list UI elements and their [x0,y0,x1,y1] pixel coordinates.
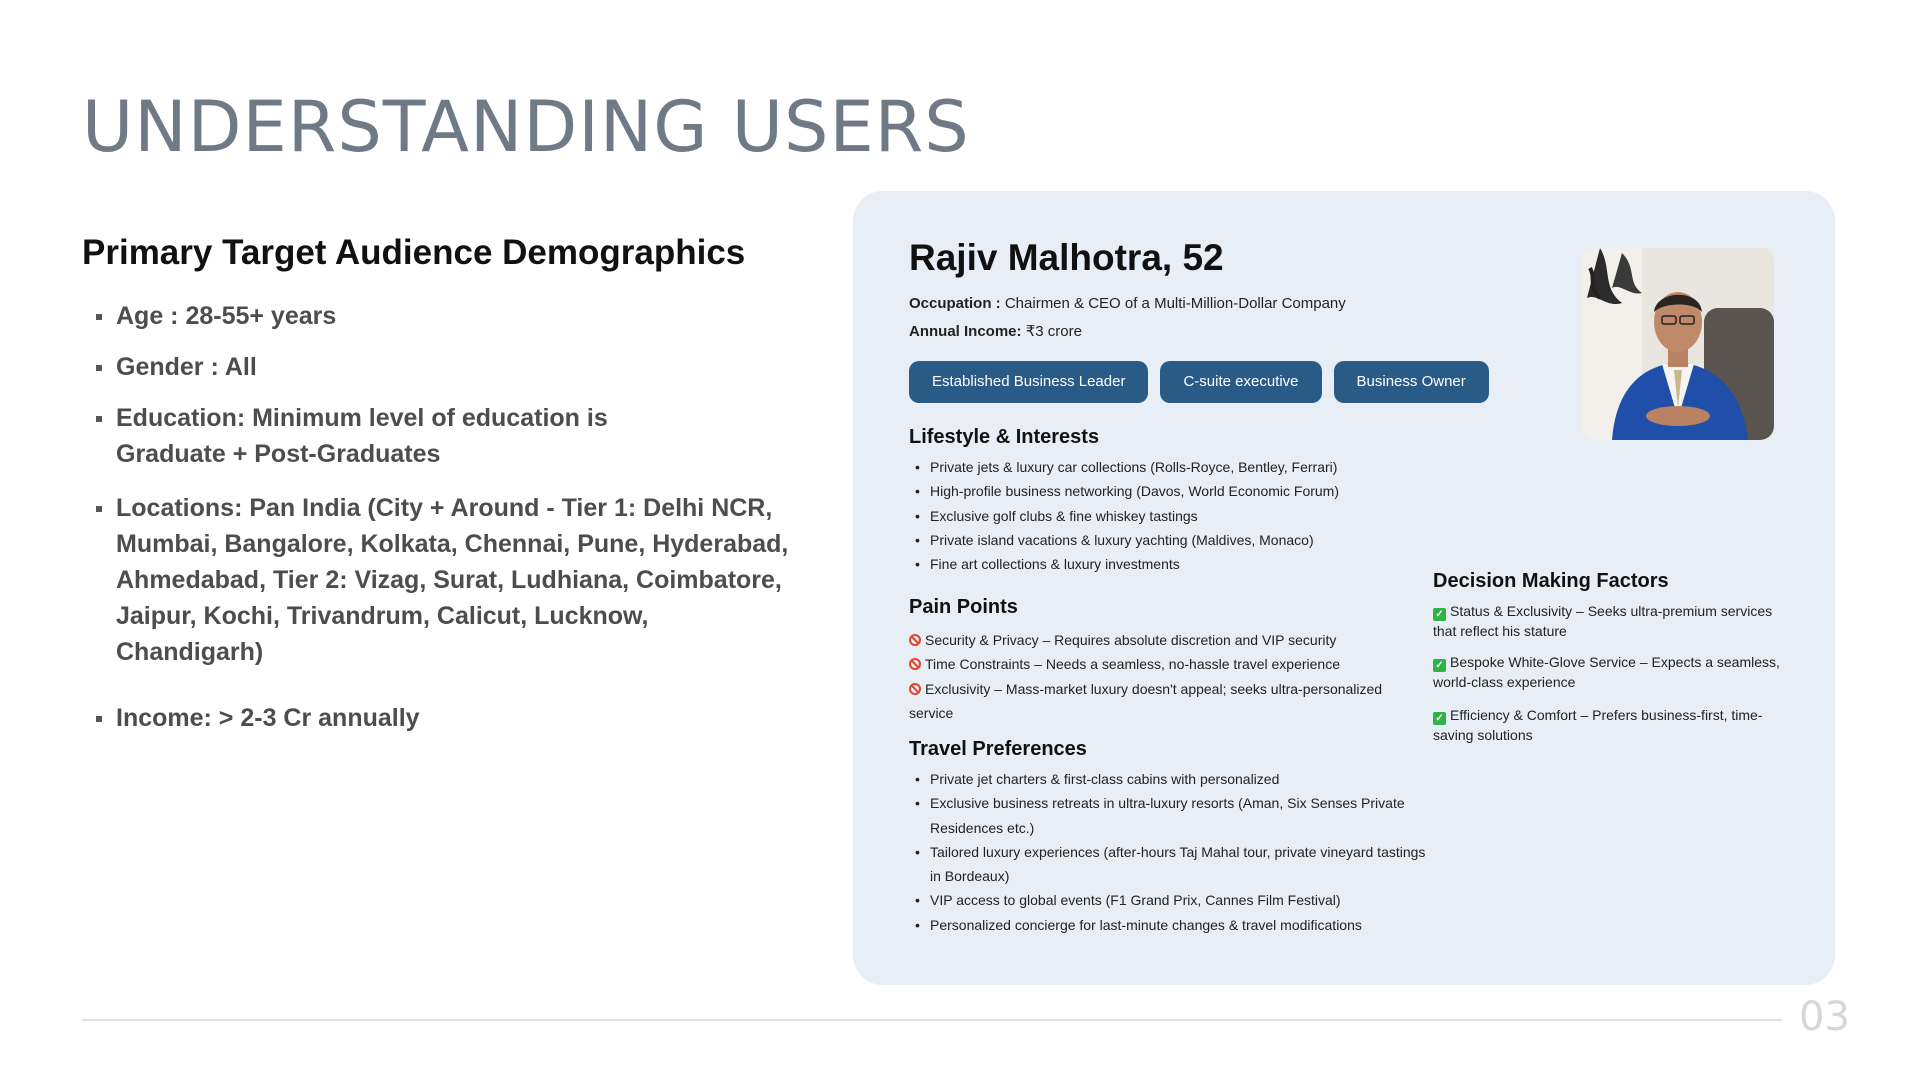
list-item: • Private jets & luxury car collections (Rolls-Royce, Bentley, Ferrari) [909,455,1429,479]
list-item: Time Constraints – Needs a seamless, no-hassle travel experience [909,652,1399,676]
list-item: • Private jet charters & first-class cabins with personalized [909,767,1429,791]
occupation-label: Occupation : [909,295,1001,312]
page-title: UNDERSTANDING USERS [82,86,970,168]
list-item: Security & Privacy – Requires absolute discretion and VIP security [909,628,1399,652]
list-item: • Exclusive business retreats in ultra-luxury resorts (Aman, Six Senses Private Residences etc.) [909,791,1429,840]
tag-business-owner: Business Owner [1334,361,1489,403]
demographics-heading: Primary Target Audience Demographics [82,233,746,272]
demographic-locations: Locations: Pan India (City + Around - Tier 1: Delhi NCR, Mumbai, Bangalore, Kolkata, Chennai, Pune, Hyderabad, Ahmedabad, Tier 2: Vizag, Surat, Ludhiana, Coimbatore, Jaipur, Kochi, Trivandrum, Calicut, Lucknow, Chandigarh) [96,490,796,670]
decision-item: ✓ Bespoke White-Glove Service – Expects a seamless, world-class experience [1433,654,1780,690]
persona-name: Rajiv Malhotra, 52 [909,237,1224,278]
list-item: • Personalized concierge for last-minute changes & travel modifications [909,913,1429,937]
demographic-education: Education: Minimum level of education is Graduate + Post-Graduates [96,400,616,472]
page-number: 03 [1799,994,1850,1040]
pain-points-list [909,628,1399,725]
list-item: Exclusivity – Mass-market luxury doesn't appeal; seeks ultra-personalized service [909,680,1383,721]
list-item: • High-profile business networking (Davos, World Economic Forum) [909,479,1429,503]
prohibited-icon [909,658,921,670]
income-value: ₹3 crore [1025,323,1082,340]
lifestyle-heading: Lifestyle & Interests [909,426,1100,448]
list-item: • Tailored luxury experiences (after-hours Taj Mahal tour, private vineyard tastings in Bordeaux) [909,840,1429,889]
check-icon: ✓ [1433,659,1446,672]
occupation-value: Chairmen & CEO of a Multi-Million-Dollar Company [1004,295,1346,312]
list-item: • Exclusive golf clubs & fine whiskey tastings [909,504,1429,528]
demographics-list [96,298,796,736]
tag-business-leader: Established Business Leader [909,361,1148,403]
travel-list [909,767,1429,937]
demographic-gender: Gender : All [96,349,796,385]
list-item: • Fine art collections & luxury investments [909,552,1429,576]
persona-photo [1582,248,1774,440]
prohibited-icon [909,634,921,646]
tag-c-suite: C-suite executive [1160,361,1321,403]
income-label: Annual Income: [909,323,1022,340]
travel-heading: Travel Preferences [909,738,1087,760]
pain-points-heading: Pain Points [909,596,1018,618]
list-item: • Private island vacations & luxury yachting (Maldives, Monaco) [909,528,1429,552]
footer-divider [82,1019,1782,1021]
demographic-income: Income: > 2-3 Cr annually [96,700,796,736]
prohibited-icon [909,683,921,695]
list-item: • VIP access to global events (F1 Grand Prix, Cannes Film Festival) [909,888,1429,912]
persona-income [909,324,1082,339]
decision-item: ✓ Efficiency & Comfort – Prefers business-first, time-saving solutions [1433,707,1763,743]
check-icon: ✓ [1433,608,1446,621]
persona-card [853,191,1835,985]
decision-heading: Decision Making Factors [1433,570,1669,592]
check-icon: ✓ [1433,712,1446,725]
persona-occupation [909,296,1346,311]
persona-tags [909,361,1489,403]
decision-item: ✓ Status & Exclusivity – Seeks ultra-premium services that reflect his stature [1433,603,1773,639]
lifestyle-list [909,455,1429,576]
demographic-age: Age : 28-55+ years [96,298,796,334]
